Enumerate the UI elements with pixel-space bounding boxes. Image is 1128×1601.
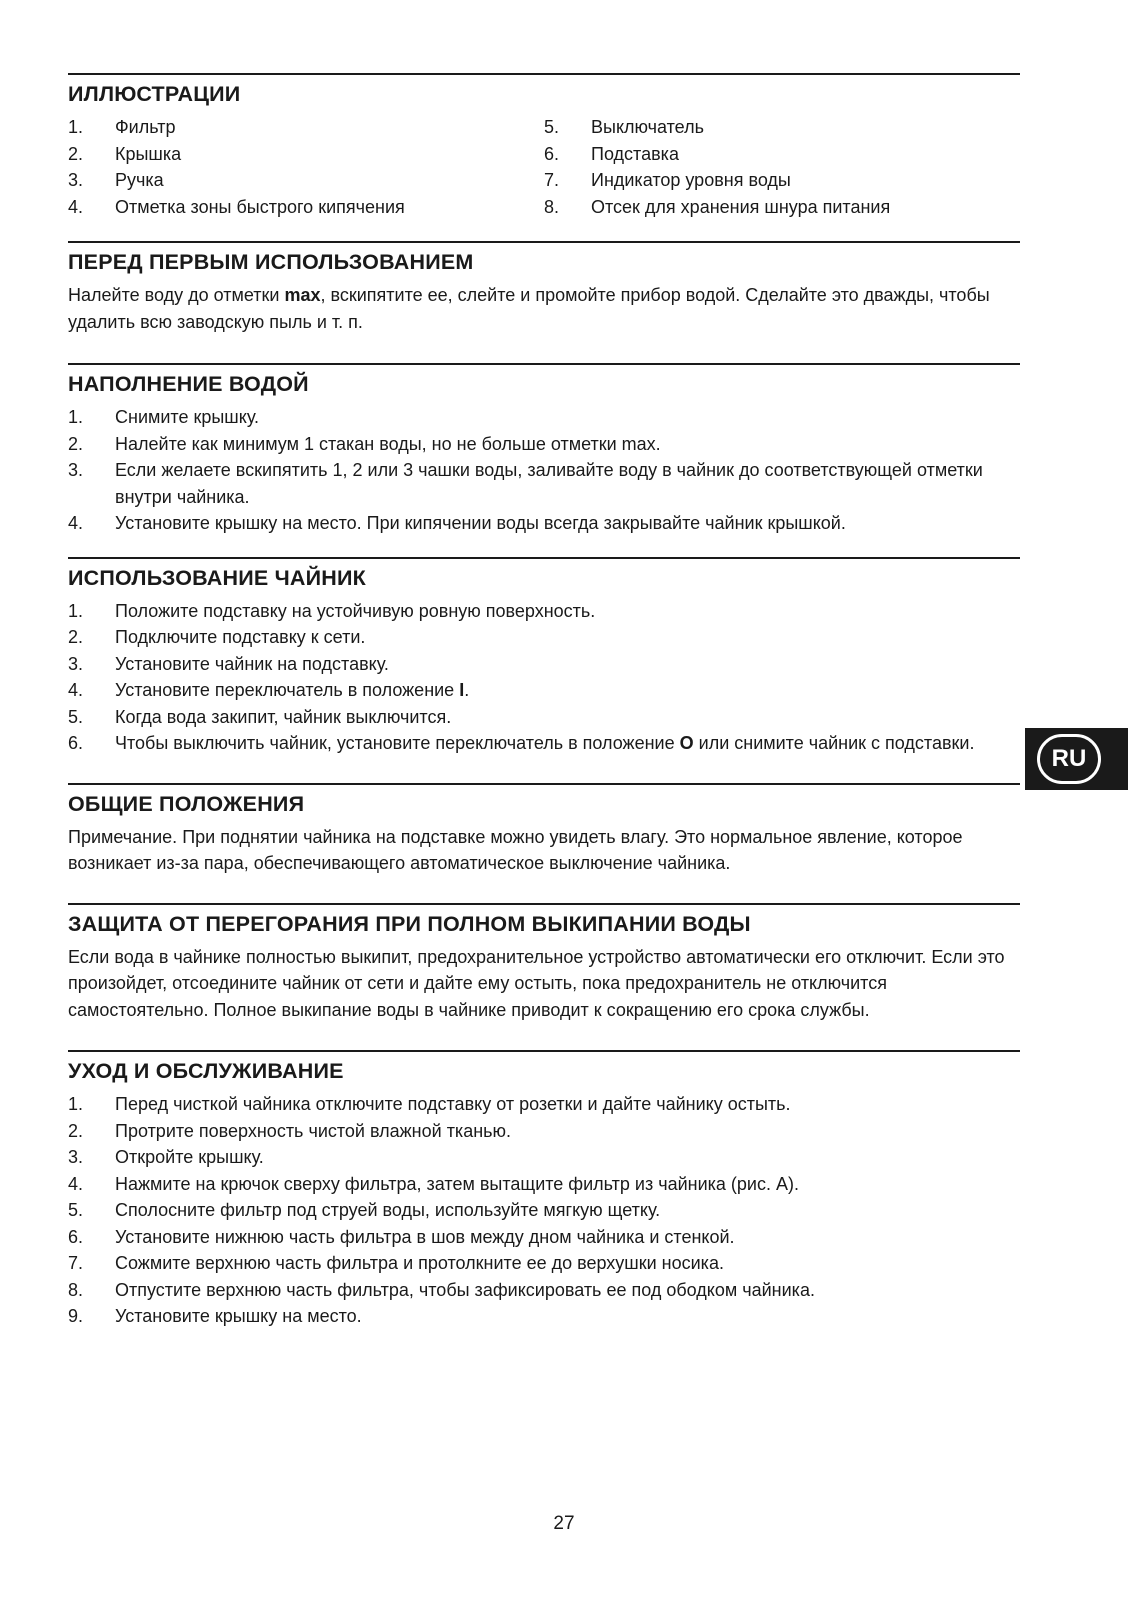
care-steps bbox=[68, 1091, 1020, 1330]
section-title: НАПОЛНЕНИЕ ВОДОЙ bbox=[68, 372, 309, 396]
list-item: 3. Установите чайник на подставку. bbox=[68, 653, 389, 674]
list-item: 2. Подключите подставку к сети. bbox=[68, 627, 366, 647]
section-dry-boil-protection bbox=[68, 903, 1020, 1024]
section-title: УХОД И ОБСЛУЖИВАНИЕ bbox=[68, 1059, 344, 1083]
list-item: 4. Установите крышку на место. При кипячении воды всегда закрывайте чайник крышкой. bbox=[68, 513, 846, 533]
section-first-use bbox=[68, 241, 1020, 335]
list-item: 3. Ручка bbox=[68, 170, 164, 190]
list-item: 6. Подставка bbox=[544, 143, 679, 164]
list-item: 6. Установите нижнюю часть фильтра в шов между дном чайника и стенкой. bbox=[68, 1226, 735, 1247]
section-title: ПЕРЕД ПЕРВЫМ ИСПОЛЬЗОВАНИЕМ bbox=[68, 250, 474, 274]
section-general bbox=[68, 783, 1020, 877]
parts-list-right bbox=[544, 114, 1020, 220]
list-item: 7. Сожмите верхнюю часть фильтра и протолкните ее до верхушки носика. bbox=[68, 1253, 724, 1273]
dry-boil-paragraph: Если вода в чайнике полностью выкипит, предохранительное устройство автоматически его отключит. Если это произойдет, отсоедините чайник от сети и дайте ему остыть, пока предохранитель не отключится самостоятельно. Полное выкипание воды в чайнике приводит к сокращению его срока службы. bbox=[68, 946, 1005, 1020]
list-item: 2. Протрите поверхность чистой влажной тканью. bbox=[68, 1120, 512, 1141]
section-using bbox=[68, 557, 1020, 757]
list-item: 8. Отпустите верхнюю часть фильтра, чтобы зафиксировать ее под ободком чайника. bbox=[68, 1279, 815, 1300]
list-item: 9. Установите крышку на место. bbox=[68, 1306, 362, 1326]
language-tab bbox=[1025, 728, 1128, 790]
list-item: 7. Индикатор уровня воды bbox=[544, 170, 791, 190]
list-item: 2. Крышка bbox=[68, 143, 182, 164]
list-item: 5. Выключатель bbox=[544, 117, 704, 137]
list-item: 8. Отсек для хранения шнура питания bbox=[544, 196, 891, 217]
parts-list bbox=[68, 114, 1020, 220]
section-illustrations bbox=[68, 73, 1020, 220]
section-title: ИСПОЛЬЗОВАНИЕ ЧАЙНИК bbox=[68, 565, 366, 590]
list-item: 2. Налейте как минимум 1 стакан воды, но не больше отметки max. bbox=[68, 433, 661, 454]
section-title: ОБЩИЕ ПОЛОЖЕНИЯ bbox=[68, 791, 305, 816]
general-paragraph: Примечание. При поднятии чайника на подставке можно увидеть влагу. Это нормальное явление, которое возникает из-за пара, обеспечивающего автоматическое выключение чайника. bbox=[68, 826, 963, 873]
manual-page bbox=[68, 73, 1020, 1330]
section-title: ИЛЛЮСТРАЦИИ bbox=[68, 82, 241, 106]
first-use-paragraph: Налейте воду до отметки max, вскипятите ее, слейте и промойте прибор водой. Сделайте это дважды, чтобы удалить всю заводскую пыль и т. п. bbox=[68, 285, 990, 332]
list-item: 5. Когда вода закипит, чайник выключится. bbox=[68, 706, 452, 727]
section-title: ЗАЩИТА ОТ ПЕРЕГОРАНИЯ ПРИ ПОЛНОМ ВЫКИПАНИИ ВОДЫ bbox=[68, 911, 751, 936]
list-item: 1. Положите подставку на устойчивую ровную поверхность. bbox=[68, 600, 596, 621]
page-number: 27 bbox=[553, 1513, 575, 1534]
list-item: 3. Откройте крышку. bbox=[68, 1147, 264, 1167]
list-item: 1. Фильтр bbox=[68, 117, 176, 137]
language-badge: RU bbox=[1037, 734, 1101, 784]
parts-list-left bbox=[68, 114, 544, 220]
section-care bbox=[68, 1050, 1020, 1330]
list-item: 6. Чтобы выключить чайник, установите переключатель в положение O или снимите чайник с подставки. bbox=[68, 733, 975, 753]
list-item: 1. Снимите крышку. bbox=[68, 407, 260, 427]
list-item: 1. Перед чисткой чайника отключите подставку от розетки и дайте чайнику остыть. bbox=[68, 1094, 791, 1114]
list-item: 4. Отметка зоны быстрого кипячения bbox=[68, 196, 405, 217]
list-item: 5. Сполосните фильтр под струей воды, используйте мягкую щетку. bbox=[68, 1200, 661, 1220]
list-item: 3. Если желаете вскипятить 1, 2 или 3 чашки воды, заливайте воду в чайник до соответствующей отметки внутри чайника. bbox=[68, 460, 983, 507]
section-filling bbox=[68, 363, 1020, 537]
using-steps bbox=[68, 598, 1020, 757]
list-item: 4. Установите переключатель в положение I. bbox=[68, 680, 470, 700]
filling-steps bbox=[68, 404, 1020, 537]
list-item: 4. Нажмите на крючок сверху фильтра, затем вытащите фильтр из чайника (рис. A). bbox=[68, 1173, 799, 1194]
